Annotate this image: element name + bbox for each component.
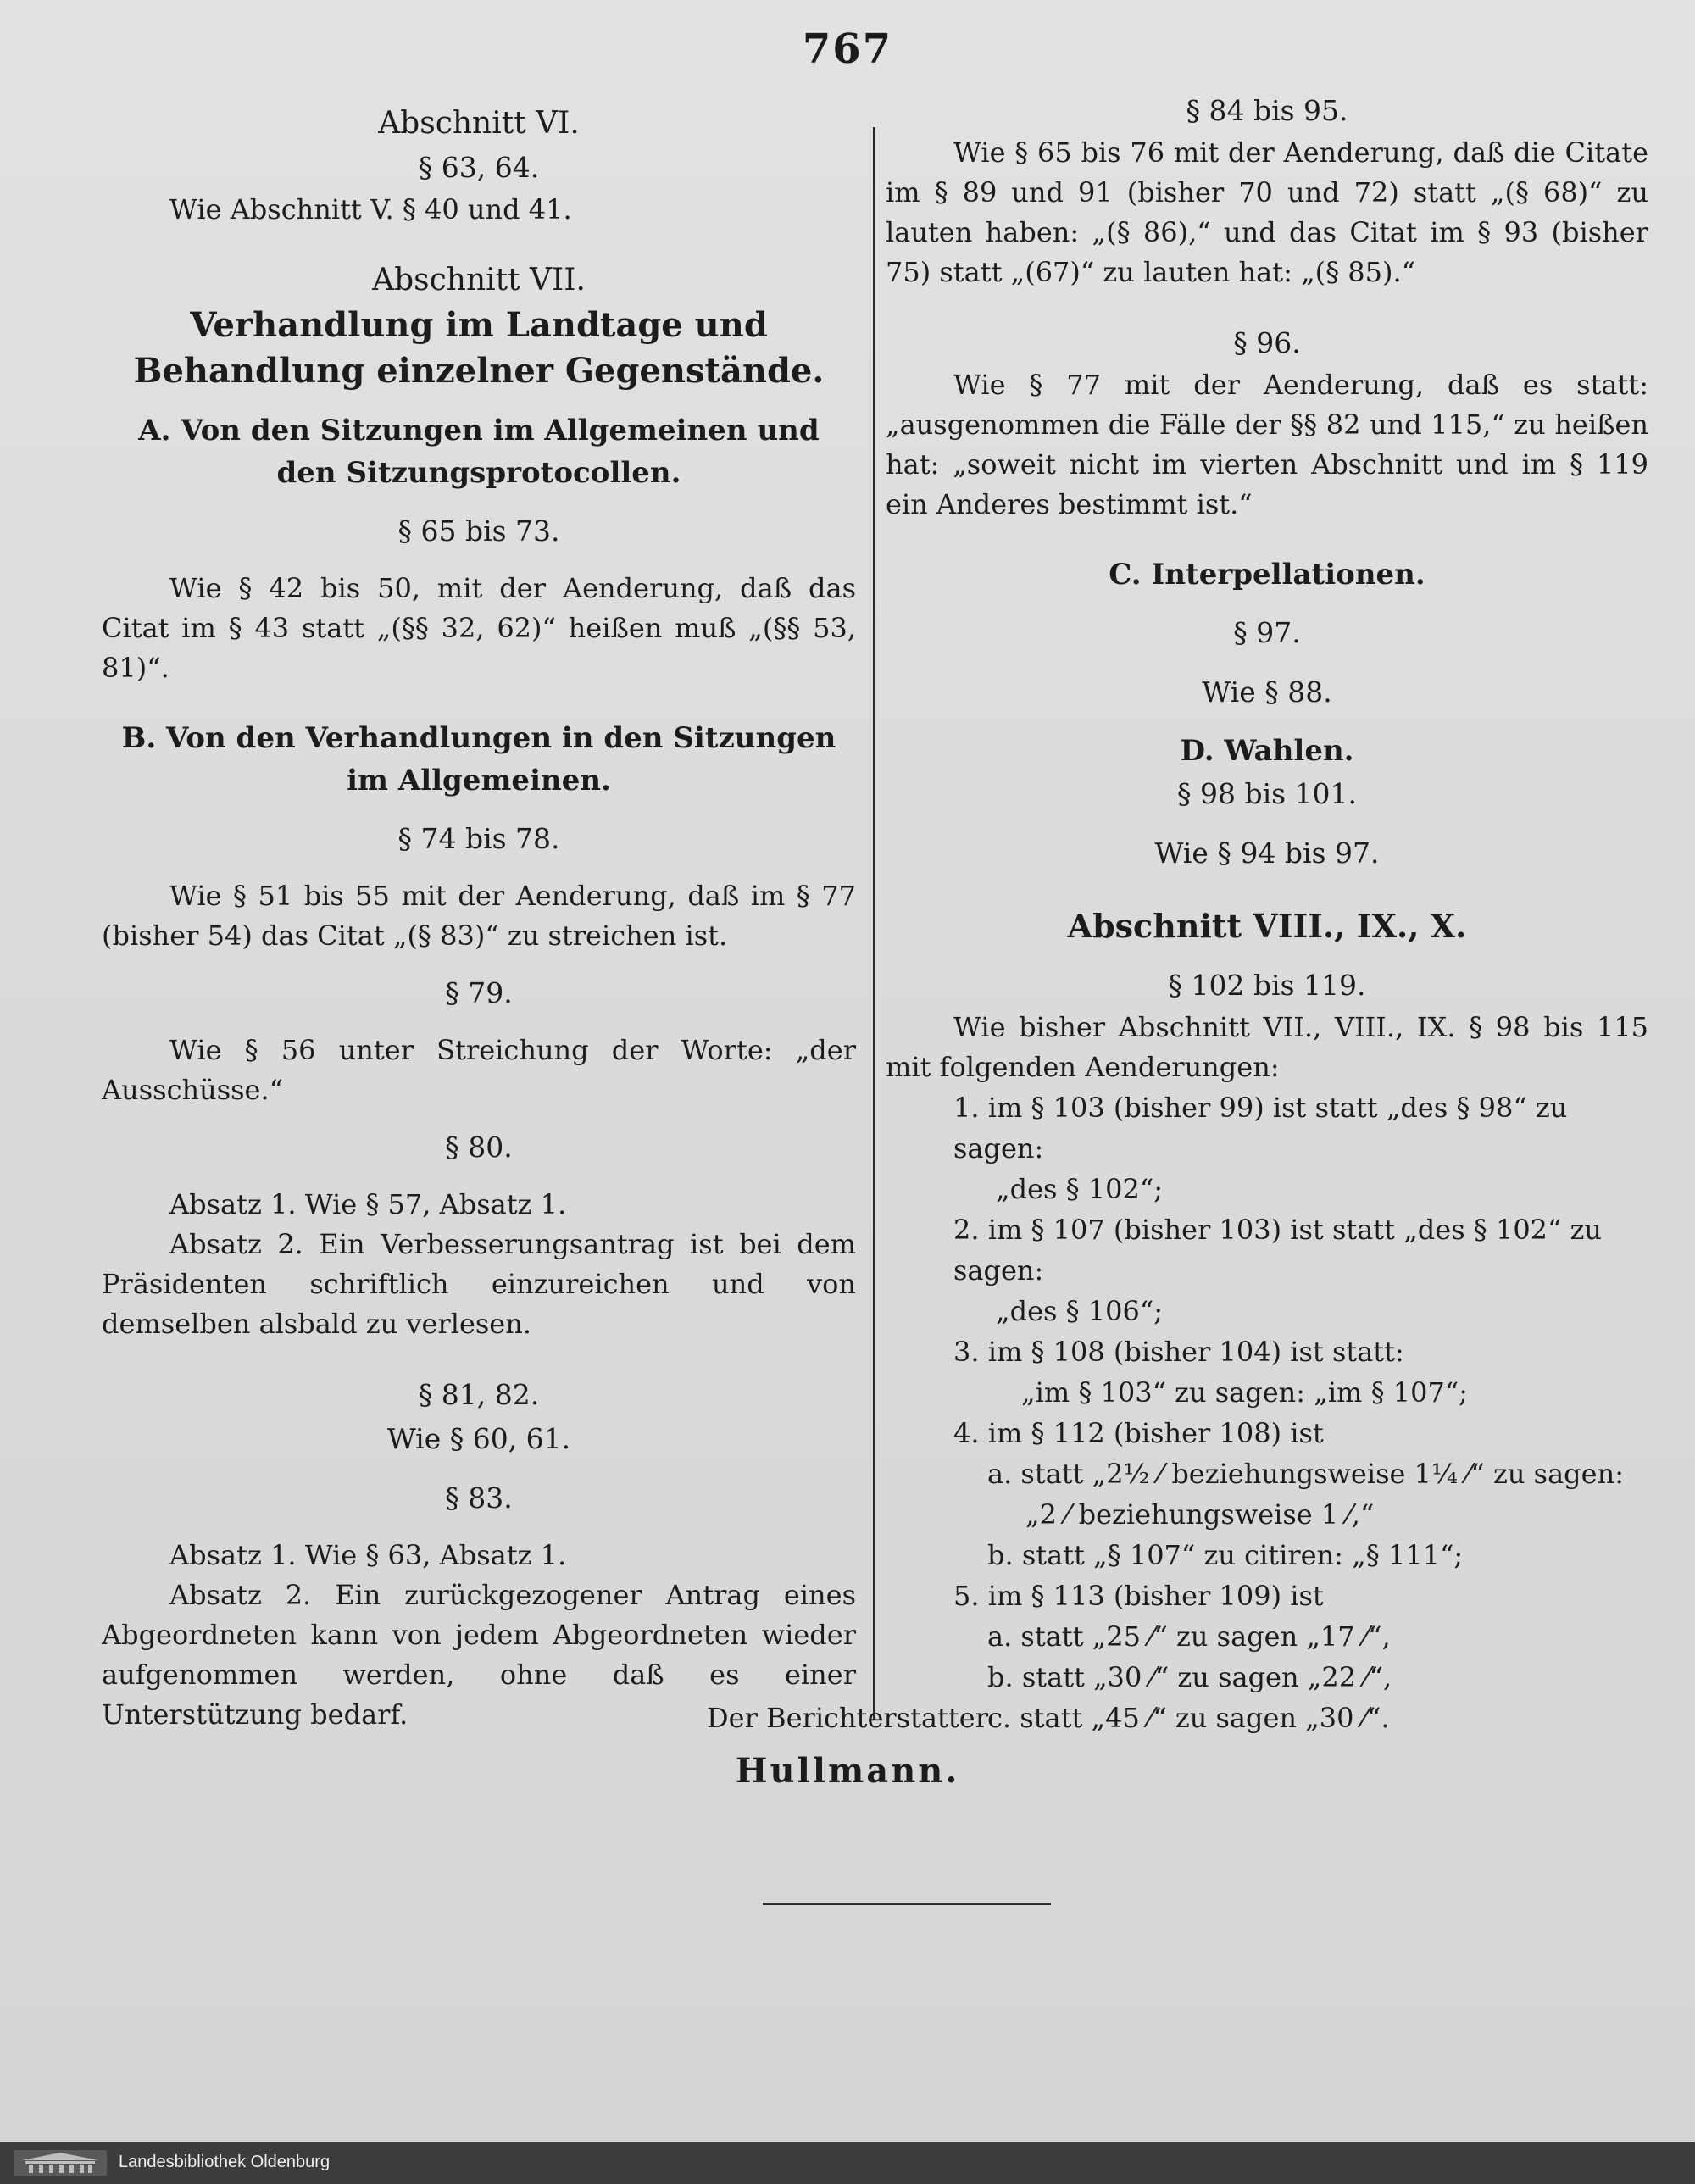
para-81-heading: § 81, 82. — [418, 1378, 540, 1411]
para-81-text: Wie § 60, 61. — [386, 1422, 571, 1455]
para-102-heading: § 102 bis 119. — [1168, 969, 1366, 1002]
page-number: 767 — [802, 25, 893, 73]
para-96-heading: § 96. — [1233, 326, 1301, 359]
section-7-heading: Verhandlung im Landtage und Behandlung einzelner Gegenstände. — [133, 305, 825, 391]
para-84-heading: § 84 bis 95. — [1186, 94, 1348, 127]
para-74-text: Wie § 51 bis 55 mit der Aenderung, daß im § 77 (bisher 54) das Citat „(§ 83)“ zu streichen ist. — [102, 880, 856, 952]
list-item-4a-cont: „2 ⁄ beziehungsweise 1 ⁄,“ — [1025, 1498, 1375, 1531]
signature-label: Der Berichterstatter — [707, 1702, 988, 1734]
para-65-heading: § 65 bis 73. — [397, 514, 560, 547]
section-c-title: C. Interpellationen. — [1109, 558, 1425, 592]
library-building-icon — [14, 2150, 107, 2176]
section-b-title: B. Von den Verhandlungen in den Sitzungen im Allgemeinen. — [121, 721, 836, 797]
para-96-text: Wie § 77 mit der Aenderung, daß es statt: „ausgenommen die Fälle der §§ 82 und 115,“ zu heißen hat: „soweit nicht im vierten Abschnitt und im § 119 ein Anderes bestimmt ist.“ — [886, 369, 1648, 520]
list-item-5c: c. statt „45 ⁄“ zu sagen „30 ⁄“. — [987, 1702, 1390, 1734]
closing-rule — [763, 1903, 1051, 1905]
list-item-1-cont: „des § 102“; — [996, 1173, 1163, 1205]
para-79-heading: § 79. — [445, 976, 513, 1009]
para-79-text: Wie § 56 unter Streichung der Worte: „der Ausschüsse.“ — [102, 1034, 856, 1106]
list-item-5: 5. im § 113 (bisher 109) ist — [953, 1580, 1324, 1612]
right-column — [886, 89, 1648, 1738]
para-83-heading: § 83. — [445, 1481, 513, 1514]
list-item-3: 3. im § 108 (bisher 104) ist statt: — [953, 1336, 1404, 1368]
section-6-text: Wie Abschnitt V. § 40 und 41. — [170, 193, 572, 225]
para-97-heading: § 97. — [1233, 616, 1301, 649]
list-item-4: 4. im § 112 (bisher 108) ist — [953, 1417, 1324, 1449]
para-84-text: Wie § 65 bis 76 mit der Aenderung, daß die Citate im § 89 und 91 (bisher 70 und 72) statt „(§ 68)“ zu lauten haben: „(§ 86),“ und das Citat im § 93 (bisher 75) statt „(67)“ zu lauten hat: „(§ 85).“ — [886, 136, 1648, 288]
section-6-title: Abschnitt VI. — [378, 106, 580, 141]
left-column — [102, 102, 856, 1735]
para-83-absatz-1: Absatz 1. Wie § 63, Absatz 1. — [170, 1539, 567, 1571]
list-item-2-cont: „des § 106“; — [996, 1295, 1163, 1327]
list-item-1: 1. im § 103 (bisher 99) ist statt „des § 98“ zu sagen: — [953, 1092, 1568, 1164]
para-74-heading: § 74 bis 78. — [397, 822, 560, 855]
para-83-absatz-2: Absatz 2. Ein zurückgezogener Antrag eines Abgeordneten kann von jedem Abgeordneten wieder aufgenommen werden, ohne daß es einer Unterstützung bedarf. — [102, 1579, 856, 1731]
para-97-text: Wie § 88. — [1202, 675, 1332, 709]
para-80-absatz-1: Absatz 1. Wie § 57, Absatz 1. — [170, 1188, 567, 1220]
section-a-title: A. Von den Sitzungen im Allgemeinen und den Sitzungsprotocollen. — [138, 414, 820, 490]
section-7-title: Abschnitt VII. — [372, 263, 586, 297]
para-98-heading: § 98 bis 101. — [1176, 777, 1358, 810]
list-item-4b: b. statt „§ 107“ zu citiren: „§ 111“; — [987, 1539, 1464, 1571]
signature-name: Hullmann. — [735, 1751, 960, 1791]
para-102-text: Wie bisher Abschnitt VII., VIII., IX. § 98 bis 115 mit folgenden Aenderungen: — [886, 1011, 1648, 1083]
list-item-4a: a. statt „2½ ⁄ beziehungsweise 1¼ ⁄“ zu sagen: — [987, 1458, 1624, 1490]
column-divider — [873, 127, 875, 1720]
list-item-5a: a. statt „25 ⁄“ zu sagen „17 ⁄“, — [987, 1620, 1391, 1653]
library-name: Landesbibliothek Oldenburg — [119, 2153, 331, 2171]
para-65-text: Wie § 42 bis 50, mit der Aenderung, daß das Citat im § 43 statt „(§§ 32, 62)“ heißen muß „(§§ 53, 81)“. — [102, 572, 856, 684]
section-d-title: D. Wahlen. — [1180, 734, 1354, 768]
list-item-5b: b. statt „30 ⁄“ zu sagen „22 ⁄“, — [987, 1661, 1392, 1693]
list-item-2: 2. im § 107 (bisher 103) ist statt „des § 102“ zu sagen: — [953, 1214, 1603, 1287]
footer-bar — [0, 2142, 1695, 2184]
para-80-heading: § 80. — [445, 1131, 513, 1164]
para-80-absatz-2: Absatz 2. Ein Verbesserungsantrag ist bei dem Präsidenten schriftlich einzureichen und von demselben alsbald zu verlesen. — [102, 1228, 856, 1340]
list-item-3-cont: „im § 103“ zu sagen: „im § 107“; — [1021, 1376, 1468, 1409]
para-98-text: Wie § 94 bis 97. — [1154, 836, 1380, 870]
section-6-paragraph: § 63, 64. — [418, 151, 540, 184]
section-8-title: Abschnitt VIII., IX., X. — [1067, 907, 1467, 945]
